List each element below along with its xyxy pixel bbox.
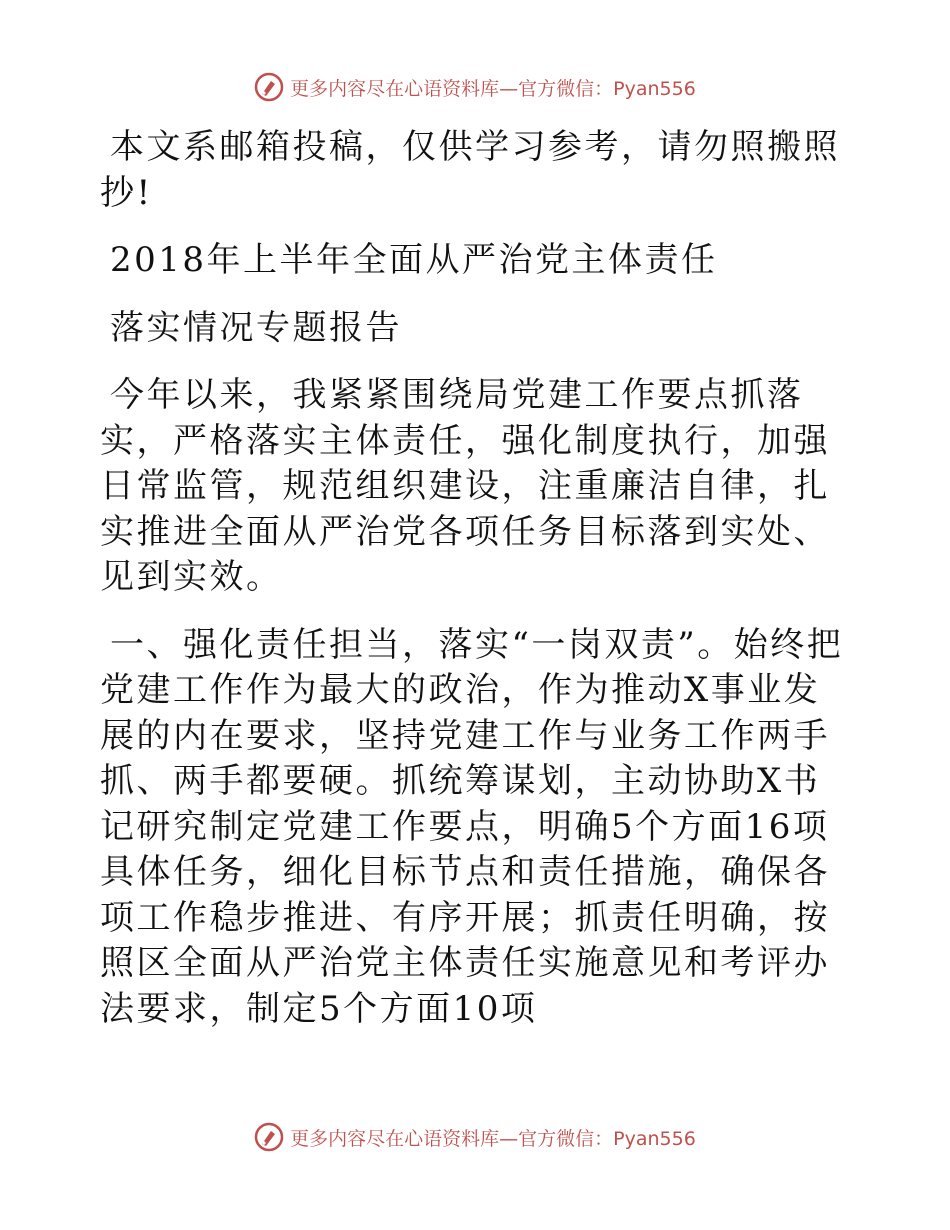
notice-text: 本文系邮箱投稿，仅供学习参考，请勿照搬照抄! (100, 127, 840, 213)
title-line-2: 落实情况专题报告 (110, 307, 402, 348)
watermark-header (0, 72, 950, 102)
pen-tip-logo-icon (254, 1122, 284, 1152)
watermark-text: 更多内容尽在心语资料库—官方微信：Pyan556 (290, 77, 696, 100)
title-line-1: 2018年上半年全面从严治党主体责任 (110, 240, 718, 280)
watermark-footer (0, 1122, 950, 1152)
watermark-text: 更多内容尽在心语资料库—官方微信：Pyan556 (290, 1127, 696, 1150)
paragraph: 今年以来，我紧紧围绕局党建工作要点抓落实，严格落实主体责任，强化制度执行，加强日常监管，规范组织建设，注重廉洁自律，扎实推进全面从严治党各项任务目标落到实处、见到实效。 (100, 375, 830, 597)
pen-tip-logo-icon (254, 72, 284, 102)
paragraph: 一、强化责任担当，落实“一岗双责”。始终把党建工作作为最大的政治，作为推动X事业发展的内在要求，坚持党建工作与业务工作两手抓、两手都要硬。抓统筹谋划，主动协助X书记研究制定党建工作要点，明确5个方面16项具体任务，细化目标节点和责任措施，确保各项工作稳步推进、有序开展；抓责任明确，按照区全面从严治党主体责任实施意见和考评办法要求，制定5个方面10项 (100, 624, 844, 1029)
document-body (100, 125, 850, 1032)
